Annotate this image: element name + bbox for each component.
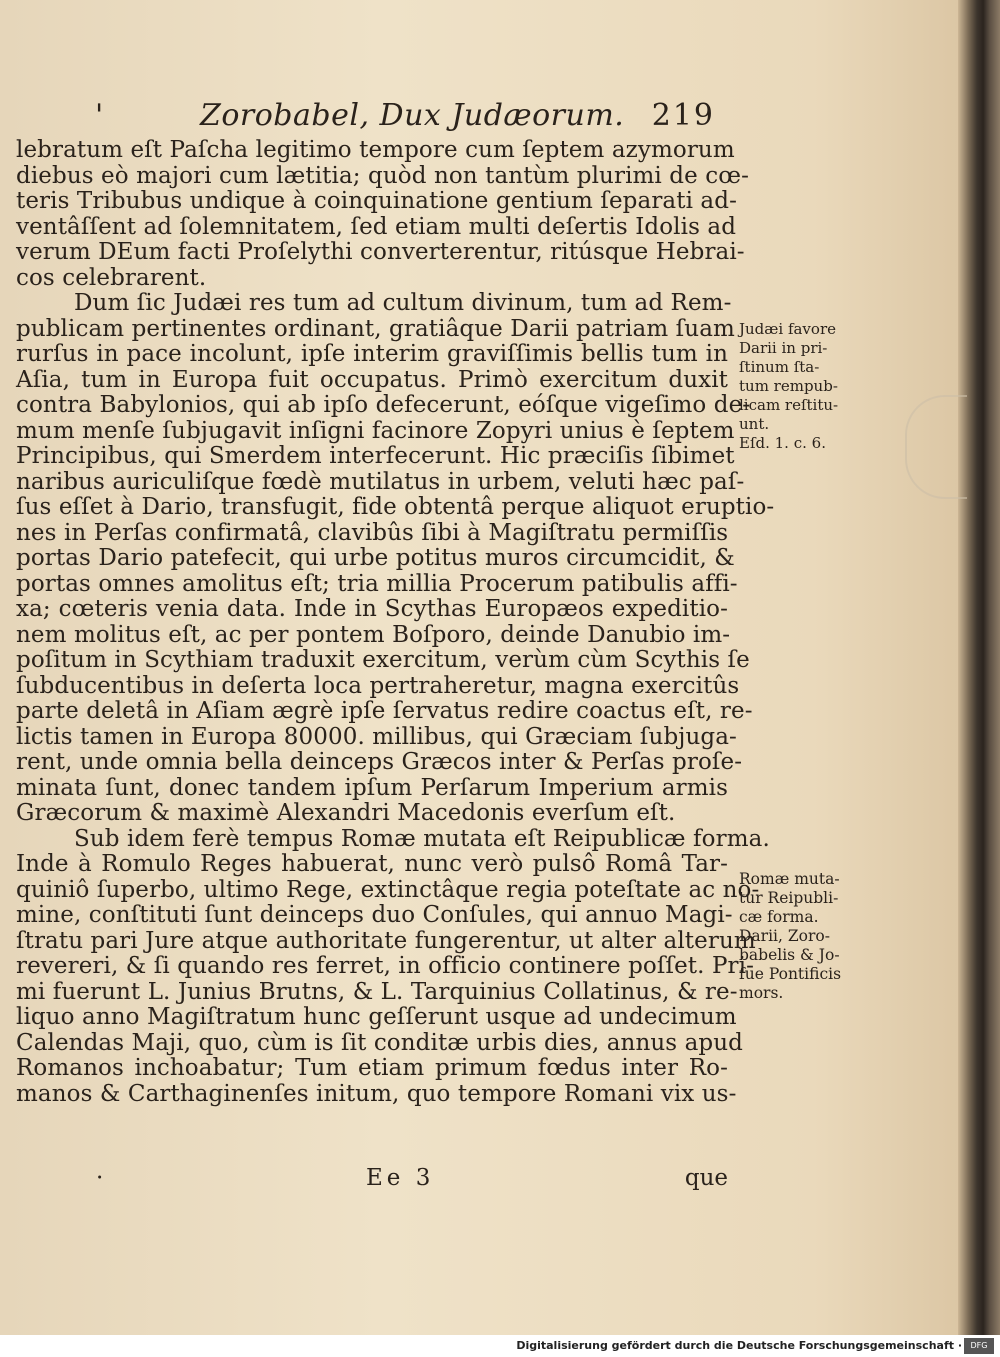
text-line: Dum ſic Judæi res tum ad cultum divinum, tum ad Rem- xyxy=(74,290,732,316)
text-line: verum DEum facti Proſelythi converterentur, ritúsque Hebrai- xyxy=(16,239,745,265)
text-line: publicam pertinentes ordinant, gratiâque Darii patriam ſuam xyxy=(16,315,735,342)
text-line: ventâſſent ad ſolemnitatem, ſed etiam multi deſertis Idolis ad xyxy=(16,213,737,240)
text-line: nes in Perſas confirmatâ, clavibûs ſibi à Magiſtratu permiſſis xyxy=(16,519,729,546)
text-line: Aſia, tum in Europa fuit occupatus. Primò exercitum duxit xyxy=(16,366,728,393)
running-head-title: Zorobabel, Dux Judæorum. xyxy=(200,98,625,133)
margin-note-line: Eſd. 1. c. 6. xyxy=(739,434,826,452)
footer-bullet: · xyxy=(96,1165,104,1191)
margin-note-line: tum rempub- xyxy=(739,377,838,395)
digitization-credit: Digitalisierung gefördert durch die Deutsche Forschungsgemeinschaft · xyxy=(516,1339,962,1352)
page-number: 219 xyxy=(651,98,715,133)
text-line: rurſus in pace incolunt, ipſe interim graviſſimis bellis tum in xyxy=(16,341,728,367)
text-line: quiniô ſuperbo, ultimo Rege, extinctâque regia poteſtate ac no- xyxy=(16,876,760,903)
text-line: Græcorum & maximè Alexandri Macedonis everſum eſt. xyxy=(16,800,676,826)
text-line: xa; cœteris venia data. Inde in Scythas Europæos expeditio- xyxy=(16,596,728,622)
digitization-bar xyxy=(0,1335,1000,1357)
dfg-logo-icon: DFG xyxy=(964,1338,994,1354)
text-line: ſtratu pari Jure atque authoritate fungerentur, ut alter alterum xyxy=(16,927,756,954)
bookmark-strip xyxy=(905,395,967,499)
text-line: liquo anno Magiſtratum hunc geſſerunt usque ad undecimum xyxy=(16,1004,737,1030)
margin-note-line: mors. xyxy=(739,984,784,1002)
running-head-mark: ' xyxy=(95,98,104,133)
running-head xyxy=(95,98,715,140)
margin-note-line: ſtinum ſta- xyxy=(739,358,820,376)
text-line: nem molitus eſt, ac per pontem Boſporo, deinde Danubio im- xyxy=(16,621,731,648)
text-line: naribus auriculiſque fœdè mutilatus in urbem, veluti hæc paſ- xyxy=(16,468,745,495)
text-line: Sub idem ferè tempus Romæ mutata eſt Reipublicæ forma. xyxy=(74,825,770,852)
margin-note-line: tur Reipubli- xyxy=(739,889,839,907)
text-line: diebus eò majori cum lætitia; quòd non tantùm plurimi de cœ- xyxy=(16,162,749,189)
margin-note-line: babelis & Jo- xyxy=(739,946,840,964)
text-line: rent, unde omnia bella deinceps Græcos inter & Perſas proſe- xyxy=(16,749,743,775)
text-line: contra Babylonios, qui ab ipſo defecerunt, eóſque vigeſimo de- xyxy=(16,392,751,418)
text-line: Calendas Maji, quo, cùm is ſit conditæ urbis dies, annus apud xyxy=(16,1029,743,1056)
margin-note-line: Darii, Zoro- xyxy=(739,927,830,945)
text-line: poſitum in Scythiam traduxit exercitum, verùm cùm Scythis ſe xyxy=(16,647,750,673)
margin-note-line: cæ forma. xyxy=(739,908,819,926)
text-line: manos & Carthaginenſes initum, quo tempore Romani vix us- xyxy=(16,1080,737,1107)
margin-note-line: Judæi favore xyxy=(739,320,836,338)
text-line: portas omnes amolitus eſt; tria millia Procerum patibulis affi- xyxy=(16,570,738,597)
margin-note-line: Romæ muta- xyxy=(739,870,840,888)
margin-note xyxy=(739,320,838,453)
text-line: Romanos inchoabatur; Tum etiam primum fœdus inter Ro- xyxy=(16,1055,728,1081)
margin-note-line: unt. xyxy=(739,415,770,433)
margin-note-line: licam reſtitu- xyxy=(739,396,839,414)
text-line: revereri, & ſi quando res ferret, in officio continere poſſet. Pri- xyxy=(16,953,754,979)
text-line: mine, conſtituti ſunt deinceps duo Conſules, qui annuo Magi- xyxy=(16,902,733,928)
text-line: mum menſe ſubjugavit inſigni facinore Zopyri unius è ſeptem xyxy=(16,417,735,444)
signature-mark: Ee 3 xyxy=(366,1165,435,1191)
text-line: lictis tamen in Europa 80000. millibus, qui Græciam ſubjuga- xyxy=(16,723,737,750)
text-line: teris Tribubus undique à coinquinatione gentium ſeparati ad- xyxy=(16,188,737,214)
catchword: que xyxy=(684,1165,728,1191)
book-page-edge xyxy=(958,0,1000,1335)
text-line: ſus eſſet à Dario, transfugit, fide obtentâ perque aliquot eruptio- xyxy=(16,494,775,520)
margin-note xyxy=(739,870,841,1003)
text-line: mi fuerunt L. Junius Brutns, & L. Tarquinius Collatinus, & re- xyxy=(16,978,738,1005)
margin-note-line: Darii in pri- xyxy=(739,339,828,357)
text-line: Principibus, qui Smerdem interfecerunt. Hic præciſis ſibimet xyxy=(16,443,735,469)
text-line: Inde à Romulo Reges habuerat, nunc verò pulsô Româ Tar- xyxy=(16,851,728,877)
text-line: portas Dario patefecit, qui urbe potitus muros circumcidit, & xyxy=(16,545,735,571)
text-line: cos celebrarent. xyxy=(16,264,207,291)
text-line: minata ſunt, donec tandem ipſum Perſarum Imperium armis xyxy=(16,774,728,801)
margin-note-line: ſue Pontificis xyxy=(739,965,842,983)
page-footer xyxy=(16,1165,728,1195)
text-line: parte deletâ in Aſiam ægrè ipſe ſervatus redire coactus eſt, re- xyxy=(16,698,753,724)
text-line: lebratum eſt Paſcha legitimo tempore cum ſeptem azymorum xyxy=(16,137,735,163)
text-line: ſubducentibus in deſerta loca pertraheretur, magna exercitûs xyxy=(16,672,740,699)
